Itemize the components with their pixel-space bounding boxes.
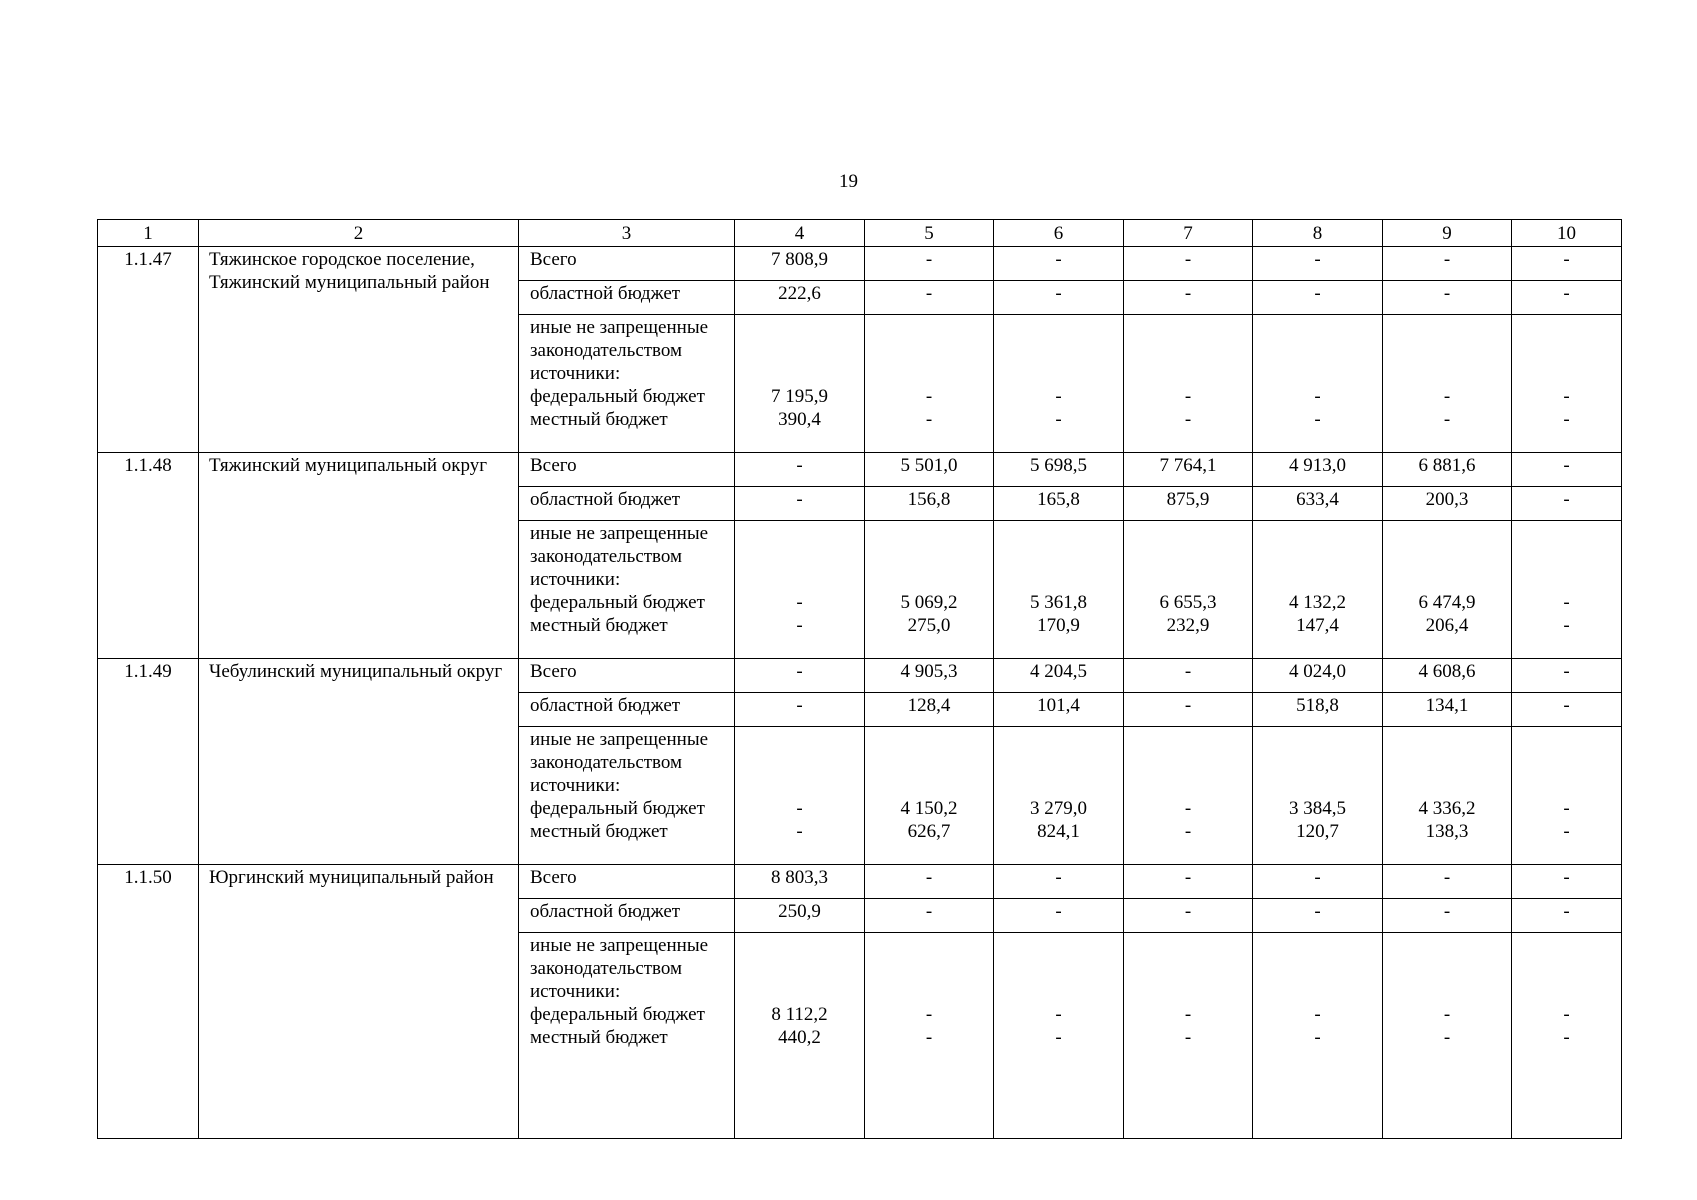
value-cell: - — [1383, 281, 1512, 315]
local-value: 824,1 — [1037, 821, 1080, 842]
value-cell — [865, 727, 994, 865]
value-cell — [865, 315, 994, 453]
table-row — [98, 865, 1622, 899]
source-label-federal: федеральный бюджет — [530, 1004, 705, 1025]
value-cell: - — [1512, 659, 1622, 693]
source-label-other-line: источники: — [530, 775, 621, 796]
value-cell: 4 024,0 — [1253, 659, 1383, 693]
municipality-name: Чебулинский муниципальный округ — [199, 659, 519, 865]
source-label-other — [519, 315, 735, 453]
federal-value: - — [1184, 386, 1192, 407]
source-label-local: местный бюджет — [530, 1027, 668, 1048]
value-cell: 4 913,0 — [1253, 453, 1383, 487]
column-header: 4 — [735, 220, 865, 247]
federal-value: - — [1184, 798, 1192, 819]
value-cell: - — [735, 659, 865, 693]
federal-value: - — [1563, 592, 1570, 613]
value-cell: - — [1512, 865, 1622, 899]
source-label-other-line: иные не запрещенные — [530, 523, 709, 544]
value-cell — [1383, 521, 1512, 659]
column-header: 2 — [199, 220, 519, 247]
row-number: 1.1.50 — [98, 865, 199, 1139]
value-cell: - — [1253, 865, 1383, 899]
federal-value: - — [1055, 1004, 1062, 1025]
value-cell: 4 905,3 — [865, 659, 994, 693]
value-cell: 156,8 — [865, 487, 994, 521]
value-cell: 518,8 — [1253, 693, 1383, 727]
source-label-federal: федеральный бюджет — [530, 592, 705, 613]
value-cell: - — [1512, 693, 1622, 727]
value-cell: - — [1512, 247, 1622, 281]
value-cell: - — [1383, 899, 1512, 933]
value-cell: 101,4 — [994, 693, 1124, 727]
source-label-other-line: иные не запрещенные — [530, 729, 709, 750]
value-cell: 875,9 — [1124, 487, 1253, 521]
local-value: 120,7 — [1296, 821, 1339, 842]
value-cell: 128,4 — [865, 693, 994, 727]
value-cell: - — [1512, 281, 1622, 315]
column-header: 5 — [865, 220, 994, 247]
value-cell — [1512, 315, 1622, 453]
value-cell: - — [865, 247, 994, 281]
federal-value: 3 279,0 — [1030, 798, 1087, 819]
value-cell: - — [1124, 659, 1253, 693]
value-cell — [1124, 727, 1253, 865]
value-cell — [1253, 933, 1383, 1139]
value-cell: - — [1512, 899, 1622, 933]
municipality-name: Юргинский муниципальный район — [199, 865, 519, 1139]
local-value: - — [1563, 615, 1570, 636]
column-header: 9 — [1383, 220, 1512, 247]
local-value: 440,2 — [778, 1027, 821, 1048]
source-label-other-line: законодательством — [530, 546, 683, 567]
table-row — [98, 453, 1622, 487]
federal-value: 4 336,2 — [1418, 798, 1476, 819]
value-cell: - — [994, 865, 1124, 899]
value-cell: - — [994, 899, 1124, 933]
value-cell: 7 764,1 — [1124, 453, 1253, 487]
local-value: - — [1184, 409, 1192, 430]
local-value: - — [796, 821, 803, 842]
value-cell — [1383, 727, 1512, 865]
value-cell: - — [735, 487, 865, 521]
local-value: - — [1314, 1027, 1321, 1048]
local-value: 138,3 — [1425, 821, 1469, 842]
federal-value: - — [925, 386, 933, 407]
value-cell — [735, 521, 865, 659]
column-header: 8 — [1253, 220, 1383, 247]
source-label-other-line: источники: — [530, 569, 621, 590]
local-value: - — [925, 1027, 933, 1048]
value-cell: - — [1124, 281, 1253, 315]
source-label-total: Всего — [519, 865, 735, 899]
local-value: - — [1055, 1027, 1062, 1048]
source-label-other-line: источники: — [530, 363, 621, 384]
value-cell: - — [1383, 865, 1512, 899]
value-cell — [1253, 521, 1383, 659]
source-label-regional: областной бюджет — [519, 899, 735, 933]
row-number: 1.1.48 — [98, 453, 199, 659]
source-label-regional: областной бюджет — [519, 693, 735, 727]
value-cell: - — [1124, 693, 1253, 727]
value-cell — [994, 727, 1124, 865]
source-label-regional: областной бюджет — [519, 281, 735, 315]
federal-value: 5 069,2 — [900, 592, 958, 613]
value-cell — [1124, 933, 1253, 1139]
value-cell: 4 204,5 — [994, 659, 1124, 693]
local-value: - — [1563, 821, 1570, 842]
value-cell: - — [994, 281, 1124, 315]
federal-value: 4 150,2 — [900, 798, 958, 819]
federal-value: 8 112,2 — [771, 1004, 828, 1025]
federal-value: - — [1314, 386, 1321, 407]
value-cell: - — [865, 899, 994, 933]
local-value: - — [796, 615, 803, 636]
column-header: 3 — [519, 220, 735, 247]
federal-value: 5 361,8 — [1030, 592, 1087, 613]
value-cell: 165,8 — [994, 487, 1124, 521]
source-label-other-line: законодательством — [530, 340, 683, 361]
municipality-name: Тяжинский муниципальный округ — [199, 453, 519, 659]
municipality-name: Тяжинское городское поселение, Тяжинский муниципальный район — [199, 247, 519, 453]
federal-value: 6 474,9 — [1418, 592, 1476, 613]
page-number: 19 — [839, 171, 858, 192]
budget-table — [97, 219, 1622, 1139]
value-cell — [1383, 315, 1512, 453]
value-cell — [865, 521, 994, 659]
value-cell — [1124, 521, 1253, 659]
local-value: 170,9 — [1037, 615, 1080, 636]
value-cell: - — [1253, 899, 1383, 933]
value-cell: - — [1124, 899, 1253, 933]
value-cell: - — [735, 453, 865, 487]
value-cell — [1253, 727, 1383, 865]
local-value: - — [925, 409, 933, 430]
column-header: 6 — [994, 220, 1124, 247]
value-cell: - — [1253, 281, 1383, 315]
value-cell: - — [735, 693, 865, 727]
value-cell: 7 808,9 — [735, 247, 865, 281]
column-header: 10 — [1512, 220, 1622, 247]
local-value: - — [1563, 409, 1570, 430]
local-value: 275,0 — [907, 615, 951, 636]
local-value: - — [1055, 409, 1062, 430]
local-value: - — [1443, 1027, 1451, 1048]
federal-value: 6 655,3 — [1159, 592, 1217, 613]
value-cell: 5 698,5 — [994, 453, 1124, 487]
source-label-local: местный бюджет — [530, 821, 668, 842]
value-cell — [1512, 933, 1622, 1139]
federal-value: - — [1314, 1004, 1321, 1025]
value-cell: - — [1124, 247, 1253, 281]
local-value: 147,4 — [1296, 615, 1339, 636]
source-label-other-line: иные не запрещенные — [530, 317, 709, 338]
source-label-other-line: законодательством — [530, 958, 683, 979]
source-label-other — [519, 727, 735, 865]
value-cell: - — [1512, 453, 1622, 487]
source-label-other-line: законодательством — [530, 752, 683, 773]
source-label-local: местный бюджет — [530, 615, 668, 636]
federal-value: - — [1055, 386, 1062, 407]
value-cell — [865, 933, 994, 1139]
source-label-federal: федеральный бюджет — [530, 798, 705, 819]
local-value: - — [1443, 409, 1451, 430]
federal-value: - — [1563, 798, 1570, 819]
local-value: 626,7 — [907, 821, 951, 842]
federal-value: - — [1443, 386, 1451, 407]
source-label-total: Всего — [519, 453, 735, 487]
federal-value: - — [796, 798, 803, 819]
value-cell: 633,4 — [1253, 487, 1383, 521]
value-cell: - — [865, 281, 994, 315]
value-cell: 8 803,3 — [735, 865, 865, 899]
value-cell — [1124, 315, 1253, 453]
local-value: - — [1314, 409, 1321, 430]
federal-value: 4 132,2 — [1289, 592, 1346, 613]
table-row — [98, 247, 1622, 281]
value-cell — [1383, 933, 1512, 1139]
federal-value: 3 384,5 — [1289, 798, 1346, 819]
value-cell: 250,9 — [735, 899, 865, 933]
value-cell: - — [1124, 865, 1253, 899]
federal-value: - — [925, 1004, 933, 1025]
row-number: 1.1.49 — [98, 659, 199, 865]
value-cell — [1253, 315, 1383, 453]
value-cell: 134,1 — [1383, 693, 1512, 727]
value-cell: - — [1512, 487, 1622, 521]
value-cell: 222,6 — [735, 281, 865, 315]
value-cell — [735, 727, 865, 865]
source-label-other-line: источники: — [530, 981, 621, 1002]
table-header-row — [98, 220, 1622, 247]
source-label-other — [519, 521, 735, 659]
value-cell — [994, 521, 1124, 659]
federal-value: - — [1563, 1004, 1570, 1025]
value-cell: - — [1253, 247, 1383, 281]
column-header: 1 — [98, 220, 199, 247]
column-header: 7 — [1124, 220, 1253, 247]
value-cell — [1512, 727, 1622, 865]
value-cell: - — [865, 865, 994, 899]
local-value: 390,4 — [778, 409, 821, 430]
federal-value: - — [1184, 1004, 1192, 1025]
value-cell: 200,3 — [1383, 487, 1512, 521]
local-value: - — [1184, 821, 1192, 842]
federal-value: - — [796, 592, 803, 613]
source-label-other — [519, 933, 735, 1139]
source-label-total: Всего — [519, 247, 735, 281]
row-number: 1.1.47 — [98, 247, 199, 453]
federal-value: - — [1443, 1004, 1451, 1025]
source-label-total: Всего — [519, 659, 735, 693]
value-cell: 5 501,0 — [865, 453, 994, 487]
value-cell — [1512, 521, 1622, 659]
value-cell — [735, 315, 865, 453]
source-label-federal: федеральный бюджет — [530, 386, 705, 407]
local-value: - — [1184, 1027, 1192, 1048]
value-cell — [735, 933, 865, 1139]
value-cell: 4 608,6 — [1383, 659, 1512, 693]
source-label-other-line: иные не запрещенные — [530, 935, 709, 956]
federal-value: - — [1563, 386, 1570, 407]
federal-value: 7 195,9 — [771, 386, 828, 407]
source-label-regional: областной бюджет — [519, 487, 735, 521]
value-cell: - — [994, 247, 1124, 281]
value-cell: - — [1383, 247, 1512, 281]
value-cell — [994, 315, 1124, 453]
local-value: - — [1563, 1027, 1570, 1048]
table-row — [98, 659, 1622, 693]
local-value: 232,9 — [1166, 615, 1210, 636]
value-cell: 6 881,6 — [1383, 453, 1512, 487]
value-cell — [994, 933, 1124, 1139]
source-label-local: местный бюджет — [530, 409, 668, 430]
local-value: 206,4 — [1425, 615, 1469, 636]
